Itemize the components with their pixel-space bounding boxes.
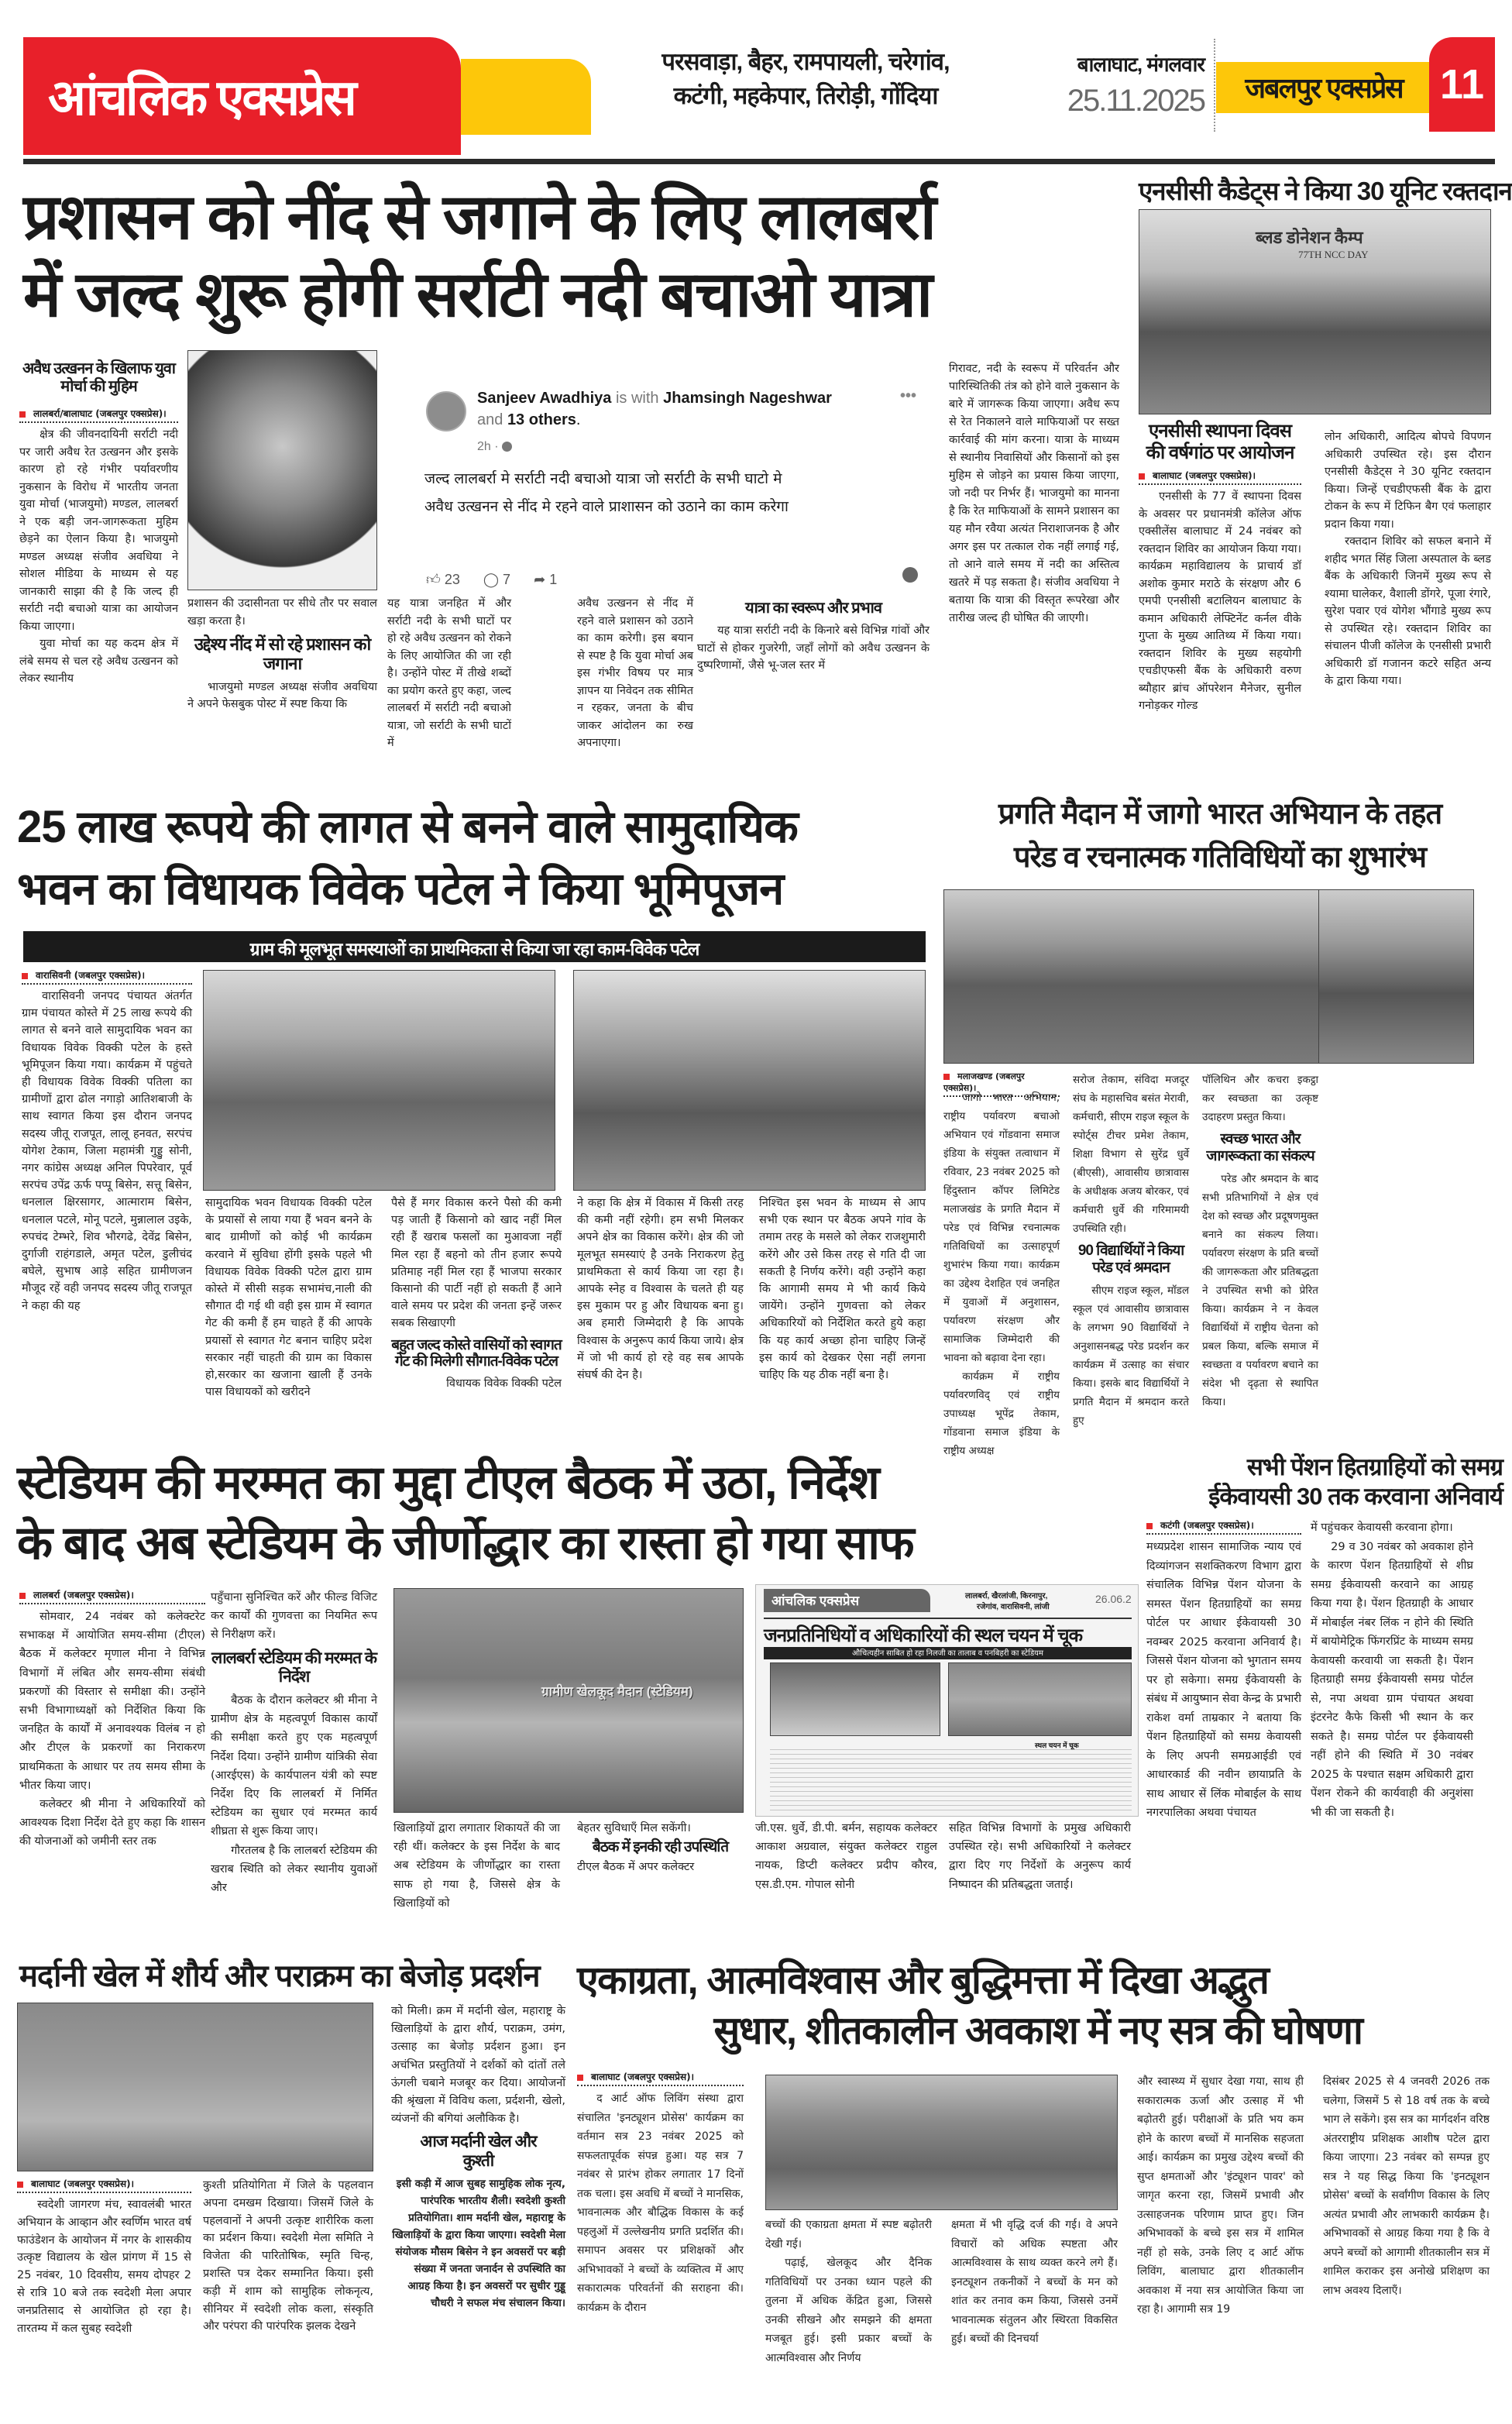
subhead-welcome-gate: बहुत जल्द कोस्ते वासियों को स्वागत गेट की मिलेगी सौगात-विवेक पटेल <box>391 1336 562 1370</box>
body-col-2: कुश्ती प्रतियोगिता में जिले के पहलवान अपना दमखम दिखाया। जिसमें जिले के पहलवानों ने अपनी उत्कृष्ट शारीरिक कला का प्रर्दशन किया। स्वदेशी मेला समिति ने विजेता की पारितोषिक, स्मृति चिन्ह, प्रशस्ति पत्र देकर सम्मानित किया। इसी कड़ी में शाम को सामुहिक लोकनृत्य, सीनियर में स्वदेशी लोक कला, संस्कृति और परंपरा की पारंपरिक झलक देखने <box>203 2179 373 2333</box>
newspaper-clipping: आंचलिक एक्सप्रेस लालबर्रा, खैरलांजी, किरनापुर, रजेगांव, वारासिवनी, लांजी 26.06.2 जनप्रतिनिधियों व अधिकारियों की स्थल चयन में चूक औचित्यहीन साबित हो रहा निलजी का तालाब व पनबिहरी का स्टेडियम स्थल चयन में चूक <box>755 1584 1139 1817</box>
strap-text: ग्राम की मूलभूत समस्याओं का प्राथमिकता से किया जा रहा काम-विवेक पटेल <box>249 939 699 959</box>
photo-parade-right <box>1319 889 1474 1064</box>
body-col-4: ने कहा कि क्षेत्र में विकास में किसी तरह की कमी नहीं रहेगी। हम सभी मिलकर अपने क्षेत्र का विकास करेंगे। क्षेत्र की जो मूलभूत समस्याएं है उनके निराकरण हेतु प्राथमिकता से कार्य किया जा रहा है। आपके स्नेह व विश्वास के चलते ही यह इस मुकाम पर हु और विधायक बना हु। अब हमारी जिम्मेदारी है कि आपके विश्वास के अनुरूप कार्य किया जाये। क्षेत्र में जो भी कार्य हो रहे वह सब आपके संघर्ष की देन है। <box>577 1197 744 1382</box>
body-col-1: स्वदेशी जागरण मंच, स्वावलंबी भारत अभियान के आव्हान और स्वर्णिम भारत वर्ष फाउंडेशन के आयोजन में नगर के शासकीय उत्कृष्ट विद्यालय के खेल प्रांगण में 15 से 25 नवंबर, 10 दिवसीय, समय दोपहर 2 से रात्रि 10 बजे तक स्वदेशी मेला अपार जनप्रतिसाद से आयोजित हो रहा है। तारतम्य में कल सुबह स्वदेशी <box>17 2199 191 2335</box>
comment-icon[interactable]: ◯ <box>483 572 500 587</box>
body-col-2: बच्चों की एकाग्रता क्षमता में स्पष्ट बढ़ोतरी देखी गई। पढ़ाई, खेलकूद और दैनिक गतिविधियों पर उनका ध्यान पहले की तुलना में अधिक केंद्रित हुआ, जिससे उनकी सीखने और समझने की क्षमता मजबूत हुई। इसी प्रकार बच्चों के आत्मविश्वास और निर्णय <box>765 2219 932 2364</box>
dateline: लालबर्रा/बालाघाट (जबलपुर एक्सप्रेस)। <box>19 407 178 423</box>
regions-line-2: कटंगी, महकेपार, तिरोड़ी, गोंदिया <box>673 82 938 109</box>
story-stadium-repair: स्टेडियम की मरम्मत का मुद्दा टीएल बैठक में उठा, निर्देश के बाद अब स्टेडियम के जीर्णोद्धार का रास्ता हो गया साफ लालबर्रा (जबलपुर एक्सप्रेस)। सोमवार, 24 नवंबर को कलेक्टरेट सभाकक्ष में आयोजित समय-सीमा (टीएल) बैठक में कलेक्टर मृणाल मीना ने विभिन्न विभागों में लंबित और समय-सीमा संबंधी प्रकरणों की विस्तार से समीक्षा की। उन्होंने सभी विभागाध्यक्षों को निर्देशित किया कि जनहित के कार्यों में अनावश्यक विलंब न हो और टीएल के प्रकरणों का निराकरण प्राथमिकता के आधार पर तय समय सीमा के भीतर किया जाए। कलेक्टर श्री मीना ने अधिकारियों को आवश्यक दिशा निर्देश देते हुए कहा कि शासन की योजनाओं को जमीनी स्तर तक पहुँचाना सुनिश्चित करें और फील्ड विजिट कर कार्यों की गुणवत्ता का नियमित रूप से निरीक्षण करें। लालबर्रा स्टेडियम की मरम्मत के निर्देश बैठक के दौरान कलेक्टर श्री मीना ने ग्रामीण क्षेत्र के महत्वपूर्ण विकास कार्यों की समीक्षा करते हुए एक महत्वपूर्ण निर्देश दिया। उन्होंने ग्रामीण यांत्रिकी सेवा (आरईएस) के कार्यपालन यंत्री को स्पष्ट निर्देश दिए कि लालबर्रा में निर्मित स्टेडियम का सुधार एवं मरम्मत कार्य शीघ्रता से शुरू किया जाए। गौरतलब है कि लालबर्रा स्टेडियम की खराब स्थिति को लेकर स्थानीय युवाओं और ग्रामीण खेलकूद मैदान (स्टेडियम) खिलाड़ियों द्वारा लगातार शिकायतें की जा रही थीं। कलेक्टर के इस निर्देश के बाद अब स्टेडियम के जीर्णोद्धार का रास्ता साफ हो गया है, जिससे क्षेत्र के खिलाड़ियों को बेहतर सुविधाएँ मिल सकेंगी। बैठक में इनकी रही उपस्थिति टीएल बैठक में अपर कलेक्टर आंचलिक एक्सप्रेस लालबर्रा, खैरलांजी, किरनापुर, रजेगांव, वारासिवनी, लांजी 26.06.2 जनप्रतिनिधियों व अधिकारियों की स्थल चयन में चूक औचित्यहीन साबित हो रहा निलजी का तालाब व पनबिहरी का स्टेडियम स्थल चयन में चूक जी.एस. धुर्वे, डी.पी. बर्मन, सहायक कलेक्टर आकाश अग्रवाल, संयुक्त कलेक्टर राहुल नायक, डिप्टी कलेक्टर प्रदीप कौरव, एस.डी.एम. गोपाल सोनी सहित विभिन्न विभागों के प्रमुख अधिकारी उपस्थित रहे। सभी अधिकारियों ने कलेक्टर द्वारा दिए गए निर्देशों के अनुरूप कार्य निष्पादन की प्रतिबद्धता जताई। <box>0 1449 1139 1944</box>
body-col-5: निश्चित इस भवन के माध्यम से आप सभी एक स्थान पर बैठक अपने गांव के तमाम तरह के मसले को लेकर राजशुमारी करेंगे और उसे किस तरह से गति दी जा सकती है निर्णय करेंगे। वही उन्होंने कहा कि आगामी समय मे भी कार्य किये जायेंगे। उन्होंने गुणवत्ता को लेकर अधिकारियों को निर्देशित करते हुये कहा कि यह कार्य अच्छा होना चाहिए जिन्हें इस कार्य को देखकर ऐसा नहीं लगना चाहिए कि यह ठीक नहीं बना है। <box>759 1197 926 1382</box>
photo-parade <box>943 889 1319 1064</box>
headline-line-2: परेड व रचनात्मक गतिविधियों का शुभारंभ <box>1013 841 1427 874</box>
masthead-rule <box>23 159 1495 164</box>
headline-line-2: भवन का विधायक विवेक पटेल ने किया भूमिपूजन <box>17 864 784 914</box>
photo-bhoomipujan-2 <box>573 970 926 1191</box>
body-col-4: और स्वास्थ्य में सुधार देखा गया, साथ ही सकारात्मक ऊर्जा और उत्साह में भी बढ़ोतरी हुई। परीक्षाओं के प्रति भय कम होने के कारण बच्चों में मानसिक सहजता आई। कार्यक्रम का प्रमुख उद्देश्य बच्चों की सुप्त क्षमताओं और 'इंट्यूशन पावर' को जागृत करना रहा, जिसमें प्रभावी और उत्साहजनक परिणाम प्राप्त हुए। जिन अभिभावकों के बच्चे इस सत्र में शामिल नहीं हो सके, उनके लिए द आर्ट ऑफ लिविंग, बालाघाट द्वारा शीतकालीन अवकाश में नया सत्र आयोजित किया जा रहा है। आगामी सत्र 19 <box>1137 2075 1304 2316</box>
stadium-sign: ग्रामीण खेलकूद मैदान (स्टेडियम) <box>541 1684 693 1699</box>
headline: प्रशासन को नींद से जगाने के लिए लालबर्रा <box>23 182 935 253</box>
body-col-2: में पहुंचकर केवायसी करवाना होगा। 29 व 30 नवंबर को अवकाश होने के कारण पेंशन हितग्राहियों से शीघ्र समग्र ईकेवायसी करवाने का आग्रह किया गया है। पेंशन हितग्राही के आधार में मोबाईल नंबर लिंक न होने की स्थिति में बायोमेट्रिक फिंगरप्रिंट के माध्यम समग्र केवायसी करवायी जा सकती है। पेंशन हितग्राही समग्र ईकेवायसी समग्र पोर्टल से, नपा अथवा ग्राम पंचायत अथवा इंटरनेट कैफे किसी भी स्थान के कर सकते है। समग्र पोर्टल पर ईकेवायसी नहीं होने की स्थिति में 30 नवंबर 2025 के पश्चात सक्षम अधिकारी द्वारा पेंशन रोकने की कार्यवाही की अनुशंसा भी की जा सकती है। <box>1311 1521 1473 1819</box>
body-col-3: क्षमता में भी वृद्धि दर्ज की गई। वे अपने विचारों को अधिक स्पष्टता और आत्मविश्वास के साथ व्यक्त करने लगे हैं। इनट्यूशन तकनीकों ने बच्चों के मन को शांत कर तनाव कम किया, जिससे उनमें भावनात्मक संतुलन और स्थिरता विकसित हुई। बच्चों की दिनचर्या <box>951 2219 1118 2345</box>
camp-banner-text: ब्लड डोनेशन कैम्प <box>1256 228 1363 247</box>
clipping-photo-stadium <box>948 1662 1132 1736</box>
body-col-4: बेहतर सुविधाएँ मिल सकेंगी। <box>577 1822 691 1834</box>
body-col-1: द आर्ट ऑफ लिविंग संस्था द्वारा संचालित 'इनट्यूशन प्रोसेस' कार्यक्रम का वर्तमान सत्र 23 नवंबर 2025 को सफलतापूर्वक संपन्न हुआ। यह सत्र 7 नवंबर से प्रारंभ होकर लगातार 17 दिनों तक चला। इस अवधि में बच्चों ने मानसिक, भावनात्मक और बौद्धिक विकास के कई पहलुओं में उल्लेखनीय प्रगति प्रदर्शित की। समापन अवसर पर प्रशिक्षकों और अभिभावकों ने बच्चों के व्यक्तित्व में आए सकारात्मक परिवर्तनों की सराहना की। कार्यक्रम के दौरान <box>577 2092 744 2314</box>
fb-more-icon[interactable]: ••• <box>900 387 917 404</box>
body-col-3: पैसे हैं मगर विकास करने पैसो की कमी पड़ जाती हैं किसानो को खाद नहीं मिल रही हैं खराब फसलों का मुआवजा नहीं मिल रहा हैं बहनो को तीन हजार रूपये प्रतिमाह नहीं मिल रहा हैं भाजपा सरकार किसानो की पार्टी नहीं हो सकती हैं आने वाले समय पर प्रदेश की जनता इन्हें जरूर सबक सिखाएगी <box>391 1197 562 1330</box>
story-pension-ekyc <box>1139 1449 1509 1944</box>
fb-post-text: जल्द लालबर्रा मे सर्राटी नदी बचाओ यात्रा जो सर्राटी के सभी घाटो मे अवैध उत्खनन से नींद मे रहने वाले प्राशासन को उठाने का काम करेगा <box>424 470 789 515</box>
dateline: बालाघाट (जबलपुर एक्सप्रेस)। <box>17 2177 191 2193</box>
masthead-full <box>0 0 1509 167</box>
headline: सभी पेंशन हितग्राहियों को समग्र <box>1246 1453 1503 1480</box>
body-col-6: सहित विभिन्न विभागों के प्रमुख अधिकारी उपस्थित रहे। सभी अधिकारियों ने कलेक्टर द्वारा दिए गए निर्देशों के अनुरूप कार्य निष्पादन की प्रतिबद्धता जताई। <box>949 1822 1131 1891</box>
headline: प्रगति मैदान में जागो भारत अभियान के तहत <box>998 798 1442 830</box>
body-col-3: पॉलिथिन और कचरा इकट्ठा कर स्वच्छता का उत्कृष्ट उदाहरण प्रस्तुत किया। <box>1202 1074 1318 1123</box>
subhead-90-students: 90 विद्यार्थियों ने किया परेड एवं श्रमदान <box>1077 1243 1184 1276</box>
body-col-6: गिरावट, नदी के स्वरूप में परिवर्तन और पारिस्थितिकी तंत्र को होने वाले नुकसान के बारे में जागरूक किया जाएगा। अवैध रूप से रेत निकालने वाले माफियाओं पर सख्त कार्रवाई की मांग करना। यात्रा के माध्यम से स्थानीय निवासियों और किसानों को इस मुहिम से जोड़ने का प्रयास किया जाएगा, जो नदी पर निर्भर हैं। भाजयुमो का मानना है कि रेत माफियाओं के सामने प्रशासन का यह मौन रवैया अत्यंत निराशाजनक है और अगर इस पर तत्काल रोक नहीं लगाई गई, तो आने वाले समय में नदी का अस्तित्व खतरे में पड़ सकता है। संजीव अवधिया ने बताया कि यात्रा की विस्तृत रूपरेखा और तारीख जल्द ही घोषित की जाएगी। <box>949 363 1119 624</box>
headline: मर्दानी खेल में शौर्य और पराक्रम का बेजोड़ प्रदर्शन <box>19 1959 540 1993</box>
body-col-1: क्षेत्र की जीवनदायिनी सर्राटी नदी पर जारी अवैध रेत उत्खनन और इसके कारण हो रहे गंभीर पर्यावरणीय नुकसान के विरोध में भारतीय जनता युवा मोर्चा (भाजयुमो) मण्डल, लालबर्रा ने एक बड़ी जन-जागरूकता मुहिम छेड़ने का ऐलान किया है। भाजयुमो मण्डल अध्यक्ष संजीव अवधिया ने सोशल मीडिया के माध्यम से यह जानकारी साझा की है कि जल्द ही सर्राटी नदी बचाओ यात्रा का आयोजन किया जाएगा। युवा मोर्चा का यह कदम क्षेत्र में लंबे समय से चल रहे अवैध उत्खनन को लेकर स्थानीय <box>19 428 178 685</box>
fb-time: 2h · <box>477 440 499 453</box>
headline: स्टेडियम की मरम्मत का मुद्दा टीएल बैठक में उठा, निर्देश <box>17 1456 879 1508</box>
dateline: वारासिवनी (जबलपुर एक्सप्रेस)। <box>22 968 192 985</box>
fb-avatar <box>426 391 466 432</box>
photo-sanjeev-awadhiya <box>187 350 377 590</box>
dateline: मलाजखण्ड (जबलपुर एक्सप्रेस)। <box>943 1071 1060 1097</box>
body-col-3: खिलाड़ियों द्वारा लगातार शिकायतें की जा रही थीं। कलेक्टर के इस निर्देश के बाद अब स्टेडियम के जीर्णोद्धार का रास्ता साफ हो गया है, जिससे क्षेत्र के खिलाड़ियों को <box>393 1822 560 1910</box>
fb-comments: 7 <box>503 572 511 587</box>
fb-author[interactable]: Sanjeev Awadhiya <box>477 390 612 407</box>
body-col-1: जागो भारत अभियान, राष्ट्रीय पर्यावरण बचाओ अभियान एवं गोंडवाना समाज इंडिया के संयुक्त तत्वाधान में रविवार, 23 नवंबर 2025 को हिंदुस्तान कॉपर लिमिटेड मलाजखंड के प्रगति मैदान में परेड एवं विभिन्न रचनात्मक गतिविधियों का उत्साहपूर्ण शुभारंभ किया गया। कार्यक्रम का उद्देश्य देशहित एवं जनहित में युवाओं में अनुशासन, पर्यावरण संरक्षण और सामाजिक जिम्मेदारी की भावना को बढ़ावा देना रहा। कार्यक्रम में राष्ट्रीय पर्यावरणविद् एवं राष्ट्रीय उपाध्यक्ष भूपेंद्र तेकाम, गोंडवाना समाज इंडिया के राष्ट्रीय अध्यक्ष <box>943 1092 1060 1457</box>
subhead-swachh-bharat: स्वच्छ भारत और जागरूकता का संकल्प <box>1206 1131 1314 1164</box>
story-intuition-process <box>573 1944 1509 2424</box>
photo-bhoomipujan-1 <box>203 970 555 1191</box>
headline-line-2: में जल्द शुरू होगी सर्राटी नदी बचाओ यात्रा <box>23 260 932 330</box>
headline: एनसीसी कैडेट्स ने किया 30 यूनिट रक्तदान <box>1139 177 1512 205</box>
dateline: बालाघाट (जबलपुर एक्सप्रेस)। <box>577 2070 744 2086</box>
like-badge-icon <box>902 567 918 583</box>
body-col-2: लोन अधिकारी, आदित्य बोपचे विपणन अधिकारी उपस्थित रहे। इस दौरान एनसीसी कैडेट्स ने 30 यूनिट रक्तदान किया। जिन्हें एचडीएफसी बैंक के द्वारा टोकन के रूप में टिफिन बैग एवं फलाहार प्रदान किया गया। रक्तदान शिविर को सफल बनाने में शहीद भगत सिंह जिला अस्पताल के ब्लड बैंक के अधिकारी जिनमें मुख्य रूप से श्यामा घालेकर, वैशाली डोंगरे, पूजा रंगारे, सुरेश पवार एवं योगेश भौंगाडे मुख्य रूप से उपस्थित रहे। रक्तदान शिविर का संचालन पीजी कॉलेज के एनसीसी प्रभारी अधिकारी डॉ गजानन कटरे सहित अन्य के द्वारा किया गया। <box>1325 431 1491 687</box>
fb-tagged[interactable]: Jhamsingh Nageshwar <box>663 390 832 407</box>
body-col-2: प्रशासन की उदासीनता पर सीधे तौर पर सवाल खड़ा करता है। <box>187 597 377 627</box>
photo-blood-donation-camp: ब्लड डोनेशन कैम्प 77TH NCC DAY <box>1139 209 1491 414</box>
subhead-attendance: बैठक में इनकी रही उपस्थिति <box>592 1839 729 1856</box>
like-icon[interactable]: 👍︎ <box>426 572 441 587</box>
body-col-5: जी.एस. धुर्वे, डी.पी. बर्मन, सहायक कलेक्टर आकाश अग्रवाल, संयुक्त कलेक्टर राहुल नायक, डिप्टी कलेक्टर प्रदीप कौरव, एस.डी.एम. गोपाल सोनी <box>755 1822 937 1891</box>
story-ncc-blood-donation <box>1135 170 1512 790</box>
body-col-3: यह यात्रा जनहित में और सर्राटी नदी के सभी घाटों पर हो रहे अवैध उत्खनन को रोकने के लिए आयोजित की जा रही है। उन्होंने पोस्ट में तीखे शब्दों का प्रयोग करते हुए कहा, जल्द लालबर्रा में सर्राटी नदी बचाओ यात्रा, जो सर्राटी के सभी घाटों में <box>387 597 511 749</box>
fb-shares: 1 <box>549 572 558 587</box>
subhead-purpose: उद्देश्य नींद में सो रहे प्रशासन को जगाना <box>194 634 371 674</box>
story-sarrati-river-yatra: प्रशासन को नींद से जगाने के लिए लालबर्रा में जल्द शुरू होगी सर्राटी नदी बचाओ यात्रा अवैध उत्खनन के खिलाफ युवा मोर्चा की मुहिम लालबर्रा/बालाघाट (जबलपुर एक्सप्रेस)। क्षेत्र की जीवनदायिनी सर्राटी नदी पर जारी अवैध रेत उत्खनन और इसके कारण हो रहे गंभीर पर्यावरणीय नुकसान के विरोध में भारतीय जनता युवा मोर्चा (भाजयुमो) मण्डल, लालबर्रा ने एक बड़ी जन-जागरूकता मुहिम छेड़ने का ऐलान किया है। भाजयुमो मण्डल अध्यक्ष संजीव अवधिया ने सोशल मीडिया के माध्यम से यह जानकारी साझा की है कि जल्द ही सर्राटी नदी बचाओ यात्रा का आयोजन किया जाएगा। युवा मोर्चा का यह कदम क्षेत्र में लंबे समय से चल रहे अवैध उत्खनन को लेकर स्थानीय प्रशासन की उदासीनता पर सीधे तौर पर सवाल खड़ा करता है। उद्देश्य नींद में सो रहे प्रशासन को जगाना भाजयुमो मण्डल अध्यक्ष संजीव अवधिया ने अपने फेसबुक पोस्ट में स्पष्ट किया कि Sanjeev Awadhiya is with Jhamsingh Nageshwar and 13 others. 2h · ••• जल्द लालबर्रा मे सर्राटी नदी बचाओ यात्रा जो सर्राटी के सभी घाटो मे अवैध उत्खनन से नींद मे रहने वाले प्राशासन को उठाने का काम करेगा 👍︎ 23 ◯ 7 ➦ 1 यह यात्रा जनहित में और सर्राटी नदी के सभी घाटों पर हो रहे अवैध उत्खनन को रोकने के लिए आयोजित की जा रही है। उन्होंने पोस्ट में तीखे शब्दों का प्रयोग करते हुए कहा, जल्द लालबर्रा में सर्राटी नदी बचाओ यात्रा, जो सर्राटी के सभी घाटों में अवैध उत्खनन से नींद में रहने वाले प्रशासन को उठाने का काम करेगी। इस बयान से स्पष्ट है कि युवा मोर्चा अब इस गंभीर विषय पर मात्र ज्ञापन या निवेदन तक सीमित न रहकर, जनता के बीच जाकर आंदोलन का रुख अपनाएगा। यात्रा का स्वरूप और प्रभाव यह यात्रा सर्राटी नदी के किनारे बसे विभिन्न गांवों और घाटों से होकर गुजरेगी, जहाँ लोगों को अवैध उत्खनन के दुष्परिणामों, जैसे भू-जल स्तर में गिरावट, नदी के स्वरूप में परिवर्तन और पारिस्थितिकी तंत्र को होने वाले नुकसान के बारे में जागरूक किया जाएगा। अवैध रूप से रेत निकालने वाले माफियाओं पर सख्त कार्रवाई की मांग करना। यात्रा के माध्यम से स्थानीय निवासियों और किसानों को इस मुहिम से जोड़ने का प्रयास किया जाएगा, जो नदी पर निर्भर हैं। भाजयुमो का मानना है कि रेत माफियाओं के सामने प्रशासन का यह मौन रवैया अत्यंत निराशाजनक है और अगर इस पर तत्काल रोक नहीं लगाई गई, तो आने वाले समय में नदी का अस्तित्व खतरे में पड़ सकता है। संजीव अवधिया ने बताया कि यात्रा की विस्तृत रूपरेखा और तारीख जल्द ही घोषित की जाएगी। <box>0 170 1131 790</box>
story-community-hall-bhoomipujan: 25 लाख रूपये की लागत से बनने वाले सामुदायिक भवन का विधायक विवेक पटेल ने किया भूमिपूजन ग्राम की मूलभूत समस्याओं का प्राथमिकता से किया जा रहा काम-विवेक पटेल वारासिवनी (जबलपुर एक्सप्रेस)। वारासिवनी जनपद पंचायत अंतर्गत ग्राम पंचायत कोस्ते में 25 लाख रूपये की लागत से बनने वाले सामुदायिक भवन का विधायक विवेक विक्की पटेल के हस्ते भूमिपूजन किया गया। कार्यक्रम में पहुंचते ही विधायक विवेक विक्की पतिला का ग्रामीणों द्वारा ढोल नगाड़ो आतिशबाजी के साथ स्वागत किया इस दौरान जनपद सदस्य जीतू राजपूत, लालू हनवत, सरपंच योगेश टेकाम, जिला महामंत्री गुड्डु सोनी, नगर कांग्रेस अध्यक्ष अनिल पिपरेवार, पूर्व सरपंच उपेंद्र ऊर्फ पप्पू बिसेन, सत्तू बिसेन, धनलाल क्षिरसागर, आत्माराम बिसेन, धनलाल पटले, मोनू पटले, मुन्नालाल उइके, रुपचंद टेम्भरे, शिव भौरगढे, देवेंद्र बिसेन, दुर्गाजी राहंगडाले, अमृत पटेल, डुलीचंद बघेले, सुभाष आड़े सहित ग्रामीणजन मौजूद रहें वही जनपद सदस्य जीतू राजपूत ने कहा की यह सामुदायिक भवन विधायक विक्की पटेल के प्रयासों से लाया गया हैं भवन बनने के बाद ग्रामीणों को कोई भी कार्यक्रम करवाने में सुविधा होंगी इसके पहले भी विधायक विवेक विक्की पटेल द्वारा ग्राम कोस्ते में सीसी सड़क सभामंच,नाली की सौगात दी गई थी वही इस ग्राम में स्वागत गेट की कमी हैं हम चाहते हैं की आपके प्रयासों से स्वागत गेट बनान चाहिए प्रदेश सरकार नहीं चाहती की ग्राम का विकास हो,सरकार का खजाना खाली हैं उनके पास विधायकों को खरीदने पैसे हैं मगर विकास करने पैसो की कमी पड़ जाती हैं किसानो को खाद नहीं मिल रही हैं खराब फसलों का मुआवजा नहीं मिल रहा हैं बहनो को तीन हजार रूपये प्रतिमाह नहीं मिल रहा हैं भाजपा सरकार किसानो की पार्टी नहीं हो सकती हैं आने वाले समय पर प्रदेश की जनता इन्हें जरूर सबक सिखाएगी बहुत जल्द कोस्ते वासियों को स्वागत गेट की मिलेगी सौगात-विवेक पटेल विधायक विवेक विक्की पटेल ने कहा कि क्षेत्र में विकास में किसी तरह की कमी नहीं रहेगी। हम सभी मिलकर अपने क्षेत्र का विकास करेंगे। क्षेत्र की जो मूलभूत समस्याएं है उनके निराकरण हेतु प्राथमिकता से कार्य किया जा रहा है। आपके स्नेह व विश्वास के चलते ही यह इस मुकाम पर हु और विधायक बना हु। अब हमारी जिम्मेदारी है कि आपके विश्वास के अनुरूप कार्य किया जाये। क्षेत्र में जो भी कार्य हो रहे वह सब आपके संघर्ष की देन है। निश्चित इस भवन के माध्यम से आप सभी एक स्थान पर बैठक अपने गांव के तमाम तरह के मसले को लेकर राजशुमारी करेंगे और उसे किस तरह से गति दी जा सकती है निर्णय करेंगे। वही उन्होंने कहा कि आगामी समय मे भी कार्य किये जायेंगे। उन्होंने गुणवत्ता को लेकर अधिकारियों को निर्देशित करते हुये कहा कि यह कार्य अच्छा होना चाहिए जिन्हें इस कार्य को देखकर ऐसा नहीं लगना चाहिए कि यह ठीक नहीं बना है। <box>0 790 930 1449</box>
body-col-1: मध्यप्रदेश शासन सामाजिक न्याय एवं दिव्यांगजन सशक्तिकरण विभाग द्वारा संचालिक विभिन्न पेंशन योजना के समस्त पेंशन हितग्राहियों का समग्र पोर्टल पर आधार ईकेवायसी 30 नवम्बर 2025 करवाना अनिवार्य है। जिससे पेंशन योजना को भुगतान समय पर हो सकेगा। समग्र ईकेवायसी के संबंध में आयुष्मान सेवा केन्द्र के प्रभारी राकेश वर्मा ताम्रकार ने बताया कि पेंशन हितग्राहियों को समग्र केवायसी के लिए अपनी समग्रआईडी एवं आधारकार्ड की नवीन छायाप्रति के साथ आधार सें लिंक मोबाईल के साथ नगरपालिका अथवा पंचायत <box>1146 1541 1301 1819</box>
headline: एकाग्रता, आत्मविश्वास और बुद्धिमत्ता में दिखा अद्भुत <box>577 1958 1269 2002</box>
body-col-3: को मिली। क्रम में मर्दानी खेल, महाराष्ट्र के खिलाड़ियों के द्वारा शौर्य, पराक्रम, उमंग, उत्साह का बेजोड़ प्रर्दशन हुआ। इन अचंभित प्रस्तुतियों ने दर्शकों को दांतों तले ऊंगली चबाने मजबूर कर दिया। आयोजनों की श्रृंखला में विविध कला, प्रर्दशनी, खेलो, व्यंजनों की बगियां अलौकिक है। <box>391 2005 565 2126</box>
dateline: कटंगी (जबलपुर एक्सप्रेस)। <box>1146 1518 1301 1535</box>
body-col-2: पहुँचाना सुनिश्चित करें और फील्ड विजिट कर कार्यों की गुणवत्ता का नियमित रूप से निरीक्षण करें। <box>211 1591 377 1642</box>
story-mardani-khel: मर्दानी खेल में शौर्य और पराक्रम का बेजोड़ प्रदर्शन बालाघाट (जबलपुर एक्सप्रेस)। स्वदेशी जागरण मंच, स्वावलंबी भारत अभियान के आव्हान और स्वर्णिम भारत वर्ष फाउंडेशन के आयोजन में नगर के शासकीय उत्कृष्ट विद्यालय के खेल प्रांगण में 15 से 25 नवंबर, 10 दिवसीय, समय दोपहर 2 से रात्रि 10 बजे तक स्वदेशी मेला अपार जनप्रतिसाद से आयोजित हो रहा है। तारतम्य में कल सुबह स्वदेशी कुश्ती प्रतियोगिता में जिले के पहलवान अपना दमखम दिखाया। जिसमें जिले के पहलवानों ने अपनी उत्कृष्ट शारीरिक कला का प्रर्दशन किया। स्वदेशी मेला समिति ने विजेता की पारितोषिक, स्मृति चिन्ह, प्रशस्ति पत्र देकर सम्मानित किया। इसी कड़ी में शाम को सामुहिक लोकनृत्य, सीनियर में स्वदेशी लोक कला, संस्कृति और परंपरा की पारंपरिक झलक देखने को मिली। क्रम में मर्दानी खेल, महाराष्ट्र के खिलाड़ियों के द्वारा शौर्य, पराक्रम, उमंग, उत्साह का बेजोड़ प्रर्दशन हुआ। इन अचंभित प्रस्तुतियों ने दर्शकों को दांतों तले ऊंगली चबाने मजबूर कर दिया। आयोजनों की श्रृंखला में विविध कला, प्रर्दशनी, खेलो, व्यंजनों की बगियां अलौकिक है। आज मर्दानी खेल और कुश्ती इसी कड़ी में आज सुबह सामुहिक लोक नृत्य, पारंपरिक भारतीय शैली। स्वदेशी कुश्ती प्रतियोगिता। शाम मर्दानी खेल, महाराष्ट्र के खिलाड़ियों के द्वारा किया जाएगा। स्वदेशी मेला संयोजक मौसम बिसेन ने इन अवसरों पर बड़ी संख्या में जनता जनार्दन से उपस्थिति का आग्रह किया है। इन अवसरों पर सुधीर गुड्डू चौधरी ने सफल मंच संचालन किया। <box>0 1944 573 2424</box>
facebook-post: Sanjeev Awadhiya is with Jhamsingh Nageshwar and 13 others. 2h · ••• जल्द लालबर्रा मे सर्राटी नदी बचाओ यात्रा जो सर्राटी के सभी घाटो मे अवैध उत्खनन से नींद मे रहने वाले प्राशासन को उठाने का काम करेगा 👍︎ 23 ◯ 7 ➦ 1 <box>418 364 930 597</box>
photo-yoga-session <box>765 2075 1118 2210</box>
subhead-yatra-nature: यात्रा का स्वरूप और प्रभाव <box>745 600 881 617</box>
globe-icon <box>502 442 512 452</box>
subhead: एनसीसी स्थापना दिवस की वर्षगांठ पर आयोजन <box>1146 421 1294 463</box>
story-jago-bharat-parade: प्रगति मैदान में जागो भारत अभियान के तहत परेड व रचनात्मक गतिविधियों का शुभारंभ मलाजखण्ड (जबलपुर एक्सप्रेस)। जागो भारत अभियान, राष्ट्रीय पर्यावरण बचाओ अभियान एवं गोंडवाना समाज इंडिया के संयुक्त तत्वाधान में रविवार, 23 नवंबर 2025 को हिंदुस्तान कॉपर लिमिटेड मलाजखंड के प्रगति मैदान में परेड एवं विभिन्न रचनात्मक गतिविधियों का उत्साहपूर्ण शुभारंभ किया गया। कार्यक्रम का उद्देश्य देशहित एवं जनहित में युवाओं में अनुशासन, पर्यावरण संरक्षण और सामाजिक जिम्मेदारी की भावना को बढ़ावा देना रहा। कार्यक्रम में राष्ट्रीय पर्यावरणविद् एवं राष्ट्रीय उपाध्यक्ष भूपेंद्र तेकाम, गोंडवाना समाज इंडिया के राष्ट्रीय अध्यक्ष सरोज तेकाम, संविदा मजदूर संघ के महासचिव बसंत मेरावी, कर्मचारी, सीएम राइज स्कूल के स्पोर्ट्स टीचर प्रमेश तेकाम, शिक्षा विभाग से सुरेंद्र धुर्वे (बीएसी), आवासीय छात्रावास के अधीक्षक अजय बोरकर, एवं कर्मचारी धुर्वे की गरिमामयी उपस्थिति रही। 90 विद्यार्थियों ने किया परेड एवं श्रमदान सीएम राइज स्कूल, मॉडल स्कूल एवं आवासीय छात्रावास के लगभग 90 विद्यार्थियों ने अनुशासनबद्ध परेड प्रदर्शन कर कार्यक्रम में उत्साह का संचार किया। इसके बाद विद्यार्थियों ने प्रगति मैदान में श्रमदान करते हुए पॉलिथिन और कचरा इकट्ठा कर स्वच्छता का उत्कृष्ट उदाहरण प्रस्तुत किया। स्वच्छ भारत और जागरूकता का संकल्प परेड और श्रमदान के बाद सभी प्रतिभागियों ने क्षेत्र एवं देश को स्वच्छ और प्रदूषणमुक्त बनाने का संकल्प लिया। पर्यावरण संरक्षण के प्रति बच्चों की जागरूकता और प्रतिबद्धता ने उपस्थित सभी को प्रेरित किया। कार्यक्रम ने न केवल विद्यार्थियों में राष्ट्रीय चेतना को प्रबल किया, बल्कि समाज में स्वच्छता व पर्यावरण बचाने का संदेश भी दृढ़ता से स्थापित किया। <box>930 790 1509 1449</box>
subhead-today: आज मर्दानी खेल और कुश्ती <box>420 2133 537 2170</box>
issue-date: 25.11.2025 <box>1067 84 1204 118</box>
body-col-5: दिसंबर 2025 से 4 जनवरी 2026 तक चलेगा, जिसमें 5 से 18 वर्ष तक के बच्चे भाग ले सकेंगे। इस सत्र का मार्गदर्शन वरिष्ठ अंतरराष्ट्रीय प्रशिक्षक आशीष पटेल द्वारा किया जाएगा। 23 नवंबर को सम्पन्न हुए सत्र ने यह सिद्ध किया कि 'इनट्यूशन प्रोसेस' बच्चों के सर्वांगीण विकास के लिए अत्यंत प्रभावी और लाभकारी कार्यक्रम है। अभिभावकों से आग्रह किया गया है कि वे अपने बच्चों को आगामी शीतकालीन सत्र में शामिल कराकर इस अनोखे प्रशिक्षण का लाभ अवश्य दिलाएँ। <box>1323 2075 1490 2297</box>
photo-stadium <box>393 1588 744 1813</box>
clipping-photo-pond <box>770 1662 940 1736</box>
dateline: लालबर्रा (जबलपुर एक्सप्रेस)। <box>19 1588 205 1604</box>
body-col-2: सरोज तेकाम, संविदा मजदूर संघ के महासचिव बसंत मेरावी, कर्मचारी, सीएम राइज स्कूल के स्पोर्ट्स टीचर प्रमेश तेकाम, शिक्षा विभाग से सुरेंद्र धुर्वे (बीएसी), आवासीय छात्रावास के अधीक्षक अजय बोरकर, एवं कर्मचारी धुर्वे की गरिमामयी उपस्थिति रही। <box>1073 1074 1189 1235</box>
headline: 25 लाख रूपये की लागत से बनने वाले सामुदायिक <box>17 802 798 852</box>
body-col-2: सामुदायिक भवन विधायक विक्की पटेल के प्रयासों से लाया गया हैं भवन बनने के बाद ग्रामीणों को कोई भी कार्यक्रम करवाने में सुविधा होंगी इसके पहले भी विधायक विवेक विक्की पटेल द्वारा ग्राम कोस्ते में सीसी सड़क सभामंच,नाली की सौगात दी गई थी वही इस ग्राम में स्वागत गेट की कमी हैं हम चाहते हैं की आपके प्रयासों से स्वागत गेट बनान चाहिए प्रदेश सरकार नहीं चाहती की ग्राम का विकास हो,सरकार का खजाना खाली हैं उनके पास विधायकों को खरीदने <box>205 1197 372 1399</box>
regions-line-1: परसवाड़ा, बैहर, रामपायली, चरेगांव, <box>662 48 950 75</box>
masthead-divider <box>1214 39 1215 132</box>
section-title: आंचलिक एक्सप्रेस <box>48 70 355 125</box>
share-icon[interactable]: ➦ <box>534 572 546 587</box>
subhead-stadium-repair: लालबर्रा स्टेडियम की मरम्मत के निर्देश <box>211 1649 377 1686</box>
body-col-4: अवैध उत्खनन से नींद में रहने वाले प्रशासन को उठाने का काम करेगी। इस बयान से स्पष्ट है कि युवा मोर्चा अब इस गंभीर विषय पर मात्र ज्ञापन या निवेदन तक सीमित न रहकर, जनता के बीच जाकर आंदोलन का रुख अपनाएगा। <box>577 597 693 749</box>
clipping-headline: जनप्रतिनिधियों व अधिकारियों की स्थल चयन में चूक <box>764 1625 1083 1646</box>
place-day: बालाघाट, मंगलवार <box>1077 53 1204 76</box>
headline-line-2: ईकेवायसी 30 तक करवाना अनिवार्य <box>1208 1483 1503 1510</box>
fb-others[interactable]: 13 others <box>507 411 576 428</box>
body-col-1: एनसीसी के 77 वें स्थापना दिवस के अवसर पर प्रधानमंत्री कॉलेज ऑफ एक्सीलेंस बालाघाट में 24 नवंबर को रक्तदान शिविर का आयोजन किया गया। कार्यक्रम महाविद्यालय के प्राचार्य डॉ अशोक कुमार मराठे के संरक्षण और 6 एमपी एनसीसी बटालियन बालाघाट के कमान अधिकारी लेफ्टिनेंट कर्नल वीके गुप्ता के मुख्य आतिथ्य में किया गया। रक्तदान शिविर के मुख्य सहयोगी एचडीएफसी बैंक के अधिकारी वरुण ब्यौहार ब्रांच ऑपरेशन मैनेजर, सुनील गनोड़कर गोल्ड <box>1139 490 1301 712</box>
headline-line-2: सुधार, शीतकालीन अवकाश में नए सत्र की घोषणा <box>713 2009 1363 2052</box>
photo-mardani-khel <box>17 2003 373 2171</box>
headline-line-2: के बाद अब स्टेडियम के जीर्णोद्धार का रास्ता हो गया साफ <box>17 1517 914 1569</box>
paper-name: जबलपुर एक्सप्रेस <box>1245 72 1403 104</box>
kicker: अवैध उत्खनन के खिलाफ युवा मोर्चा की मुहिम <box>22 360 175 395</box>
fb-likes: 23 <box>444 572 460 587</box>
body-col-1: सोमवार, 24 नवंबर को कलेक्टरेट सभाकक्ष में आयोजित समय-सीमा (टीएल) बैठक में कलेक्टर मृणाल मीना ने विभिन्न विभागों में लंबित और समय-सीमा संबंधी प्रकरणों की विस्तार से समीक्षा की। उन्होंने सभी विभागाध्यक्षों को निर्देशित किया कि जनहित के कार्यों में अनावश्यक विलंब न हो और टीएल के प्रकरणों का निराकरण प्राथमिकता के आधार पर तय समय सीमा के भीतर किया जाए। कलेक्टर श्री मीना ने अधिकारियों को आवश्यक दिशा निर्देश देते हुए कहा कि शासन की योजनाओं को जमीनी स्तर तक <box>19 1611 205 1848</box>
section-banner-yellow <box>461 59 591 135</box>
body-col-1: वारासिवनी जनपद पंचायत अंतर्गत ग्राम पंचायत कोस्ते में 25 लाख रूपये की लागत से बनने वाले सामुदायिक भवन का विधायक विवेक विक्की पटेल के हस्ते भूमिपूजन किया गया। कार्यक्रम में पहुंचते ही विधायक विवेक विक्की पतिला का ग्रामीणों द्वारा ढोल नगाड़ो आतिशबाजी के साथ स्वागत किया इस दौरान जनपद सदस्य जीतू राजपूत, लालू हनवत, सरपंच योगेश टेकाम, जिला महामंत्री गुड्डु सोनी, नगर कांग्रेस अध्यक्ष अनिल पिपरेवार, पूर्व सरपंच उपेंद्र ऊर्फ पप्पू बिसेन, सत्तू बिसेन, धनलाल क्षिरसागर, आत्माराम बिसेन, धनलाल पटले, मोनू पटले, मुन्नालाल उइके, रुपचंद टेम्भरे, शिव भौरगढे, देवेंद्र बिसेन, दुर्गाजी राहंगडाले, अमृत पटेल, डुलीचंद बघेले, सुभाष आड़े सहित ग्रामीणजन मौजूद रहें वही जनपद सदस्य जीतू राजपूत ने कहा की यह <box>22 990 192 1312</box>
page-number: 11 <box>1439 61 1485 108</box>
dateline: बालाघाट (जबलपुर एक्सप्रेस)। <box>1139 469 1301 485</box>
